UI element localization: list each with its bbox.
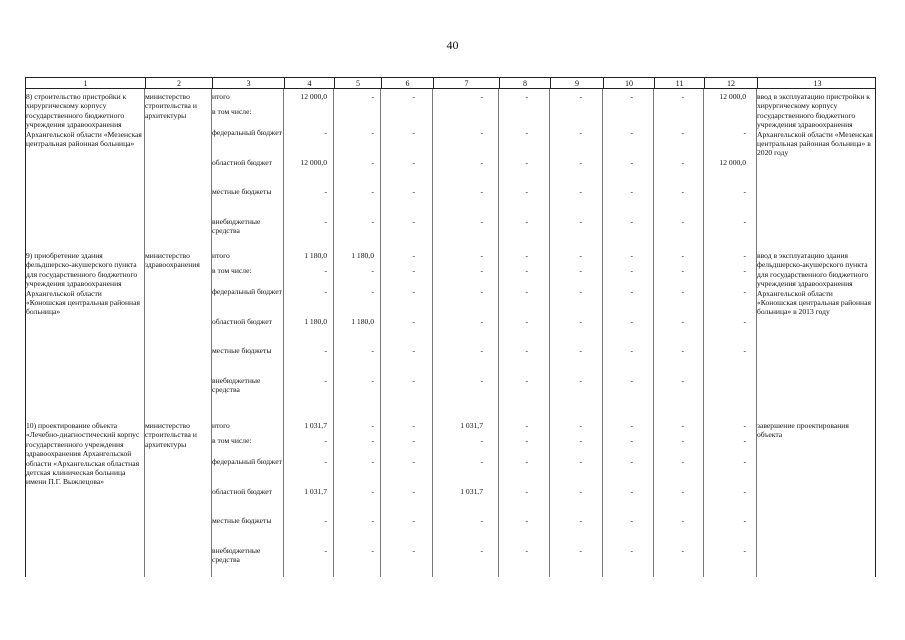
value-cell: - <box>324 187 327 196</box>
page-number: 40 <box>446 38 459 52</box>
value-cell: - <box>743 346 746 355</box>
value-cell: - <box>371 128 374 137</box>
funding-source: в том числе: <box>212 266 252 275</box>
value-cell: - <box>371 92 374 101</box>
funding-source: областной бюджет <box>212 158 272 167</box>
funding-source: федеральный бюджет <box>212 287 282 296</box>
value-cell: - <box>525 376 528 385</box>
header-col-10: 10 <box>603 78 654 89</box>
grid-line <box>498 89 499 577</box>
value-cell: - <box>630 266 633 275</box>
value-cell: 1 031,7 <box>304 421 327 430</box>
value-cell: - <box>412 436 415 445</box>
value-cell: - <box>525 287 528 296</box>
grid-line <box>380 89 381 577</box>
value-cell: - <box>630 376 633 385</box>
header-col-9: 9 <box>550 78 603 89</box>
value-cell: - <box>743 251 746 260</box>
value-cell: - <box>480 436 483 445</box>
header-col-8: 8 <box>499 78 550 89</box>
funding-source: местные бюджеты <box>212 187 272 196</box>
value-cell: 1 031,7 <box>304 487 327 496</box>
value-cell: - <box>525 266 528 275</box>
executor-name: министерство строительства и архитектуры <box>145 421 197 449</box>
value-cell: - <box>630 346 633 355</box>
value-cell: - <box>743 436 746 445</box>
value-cell: - <box>743 317 746 326</box>
value-cell: - <box>681 266 684 275</box>
value-cell: - <box>630 421 633 430</box>
value-cell: - <box>681 187 684 196</box>
value-cell: - <box>480 251 483 260</box>
executor-name: министерство здравоохранения <box>145 251 200 270</box>
value-cell: - <box>371 436 374 445</box>
value-cell: - <box>324 346 327 355</box>
value-cell: - <box>525 217 528 226</box>
value-cell: - <box>630 158 633 167</box>
value-cell: - <box>480 346 483 355</box>
value-cell: - <box>579 546 582 555</box>
funding-source: федеральный бюджет <box>212 457 282 466</box>
value-cell: - <box>579 266 582 275</box>
value-cell: 1 031,7 <box>460 421 483 430</box>
funding-source: федеральный бюджет <box>212 128 282 137</box>
funding-source: внебюджетные средства <box>212 376 261 395</box>
grid-line <box>756 89 757 577</box>
value-cell: - <box>743 546 746 555</box>
value-cell: - <box>412 287 415 296</box>
value-cell: - <box>371 187 374 196</box>
value-cell: - <box>681 421 684 430</box>
value-cell: - <box>371 421 374 430</box>
value-cell: - <box>480 128 483 137</box>
value-cell: - <box>579 421 582 430</box>
funding-source: в том числе: <box>212 436 252 445</box>
value-cell: - <box>480 516 483 525</box>
value-cell: - <box>371 457 374 466</box>
grid-line <box>549 89 550 577</box>
value-cell: - <box>371 266 374 275</box>
value-cell: - <box>743 187 746 196</box>
funding-source: внебюджетные средства <box>212 217 261 236</box>
value-cell: - <box>525 516 528 525</box>
value-cell: - <box>525 487 528 496</box>
value-cell: 1 031,7 <box>460 487 483 496</box>
grid-line <box>703 89 704 577</box>
value-cell: - <box>525 317 528 326</box>
value-cell: - <box>579 217 582 226</box>
value-cell: - <box>630 487 633 496</box>
value-cell: - <box>480 217 483 226</box>
value-cell: - <box>525 421 528 430</box>
value-cell: - <box>480 457 483 466</box>
value-cell: - <box>579 516 582 525</box>
grid-line <box>602 89 603 577</box>
value-cell: - <box>412 158 415 167</box>
funding-source: местные бюджеты <box>212 346 272 355</box>
value-cell: - <box>480 287 483 296</box>
value-cell: - <box>525 346 528 355</box>
funding-source: итого <box>212 251 230 260</box>
value-cell: - <box>480 187 483 196</box>
expected-result: завершение проектирования объекта <box>757 421 849 440</box>
value-cell: - <box>579 346 582 355</box>
value-cell: 12 000,0 <box>300 92 327 101</box>
value-cell: 12 000,0 <box>719 158 746 167</box>
value-cell: - <box>412 266 415 275</box>
value-cell: - <box>371 487 374 496</box>
value-cell: - <box>681 346 684 355</box>
value-cell: - <box>681 376 684 385</box>
value-cell: - <box>743 487 746 496</box>
value-cell: - <box>743 266 746 275</box>
value-cell: - <box>371 158 374 167</box>
funding-source: в том числе: <box>212 107 252 116</box>
value-cell: - <box>630 546 633 555</box>
value-cell: - <box>412 546 415 555</box>
value-cell: - <box>480 546 483 555</box>
value-cell: - <box>630 92 633 101</box>
value-cell: 1 180,0 <box>351 317 374 326</box>
expected-result: ввод в эксплуатацию пристройки к хирургическому корпусу государственного бюджетного учреждения здравоохранения Архангельской области «Мезенская центральная районная больница» в 2020 году <box>757 92 873 158</box>
value-cell: - <box>324 546 327 555</box>
grid-line <box>875 89 876 577</box>
header-col-11: 11 <box>654 78 704 89</box>
value-cell: - <box>579 128 582 137</box>
value-cell: - <box>525 436 528 445</box>
value-cell: - <box>324 376 327 385</box>
object-description: 9) приобретение здания фельдшерско-акушерского пункта для государственного бюджетного учреждения здравоохранения Архангельской области «Коношская центральная районная больница» <box>26 251 140 317</box>
header-col-7: 7 <box>433 78 499 89</box>
value-cell: - <box>324 217 327 226</box>
header-col-4: 4 <box>284 78 334 89</box>
value-cell: - <box>579 287 582 296</box>
value-cell: - <box>412 421 415 430</box>
funding-source: внебюджетные средства <box>212 546 261 565</box>
funding-source: областной бюджет <box>212 317 272 326</box>
value-cell: 1 180,0 <box>351 251 374 260</box>
value-cell: - <box>579 92 582 101</box>
value-cell: - <box>525 158 528 167</box>
value-cell: - <box>412 487 415 496</box>
value-cell: - <box>743 457 746 466</box>
value-cell: - <box>681 128 684 137</box>
funding-source: итого <box>212 421 230 430</box>
value-cell: - <box>371 217 374 226</box>
value-cell: - <box>579 317 582 326</box>
funding-source: итого <box>212 92 230 101</box>
value-cell: - <box>630 436 633 445</box>
value-cell: - <box>525 187 528 196</box>
value-cell: - <box>412 92 415 101</box>
financing-table <box>25 77 876 577</box>
value-cell: 12 000,0 <box>300 158 327 167</box>
value-cell: - <box>525 128 528 137</box>
value-cell: - <box>743 516 746 525</box>
value-cell: - <box>324 266 327 275</box>
value-cell: - <box>681 436 684 445</box>
value-cell: - <box>324 128 327 137</box>
expected-result: ввод в эксплуатацию здания фельдшерско-акушерского пункта для государственного бюджетного учреждения здравоохранения Архангельской области «Коношская центральная районная больница» в 2013 году <box>757 251 871 317</box>
grid-line <box>283 89 284 577</box>
funding-source: местные бюджеты <box>212 516 272 525</box>
value-cell: - <box>412 346 415 355</box>
value-cell: - <box>579 457 582 466</box>
grid-line <box>25 89 26 577</box>
value-cell: - <box>480 376 483 385</box>
value-cell: - <box>630 128 633 137</box>
value-cell: - <box>412 457 415 466</box>
value-cell: - <box>324 516 327 525</box>
value-cell: - <box>681 546 684 555</box>
value-cell: - <box>412 317 415 326</box>
value-cell: - <box>681 516 684 525</box>
grid-line <box>144 89 145 577</box>
value-cell: - <box>371 516 374 525</box>
value-cell: - <box>480 266 483 275</box>
value-cell: - <box>371 376 374 385</box>
value-cell: - <box>743 217 746 226</box>
value-cell: - <box>412 376 415 385</box>
table-header-row <box>25 77 876 89</box>
value-cell: - <box>412 516 415 525</box>
value-cell: - <box>579 187 582 196</box>
value-cell: 1 180,0 <box>304 317 327 326</box>
object-description: 8) строительство пристройки к хирургическому корпусу государственного бюджетного учреждения здравоохранения Архангельской области «Мезенская центральная районная больница» <box>26 92 142 149</box>
value-cell: - <box>681 92 684 101</box>
value-cell: - <box>480 158 483 167</box>
value-cell: - <box>371 546 374 555</box>
value-cell: - <box>630 317 633 326</box>
executor-name: министерство строительства и архитектуры <box>145 92 197 120</box>
header-col-3: 3 <box>212 78 284 89</box>
value-cell: - <box>743 421 746 430</box>
value-cell: - <box>630 217 633 226</box>
value-cell: - <box>579 158 582 167</box>
value-cell: - <box>525 546 528 555</box>
value-cell: - <box>630 457 633 466</box>
value-cell: - <box>324 287 327 296</box>
value-cell: - <box>525 251 528 260</box>
value-cell: 1 180,0 <box>304 251 327 260</box>
header-col-12: 12 <box>704 78 757 89</box>
value-cell: - <box>579 436 582 445</box>
value-cell: 12 000,0 <box>719 92 746 101</box>
value-cell: - <box>412 128 415 137</box>
value-cell: - <box>743 128 746 137</box>
value-cell: - <box>681 287 684 296</box>
header-col-6: 6 <box>381 78 433 89</box>
value-cell: - <box>681 487 684 496</box>
value-cell: - <box>681 317 684 326</box>
value-cell: - <box>324 457 327 466</box>
grid-line <box>333 89 334 577</box>
value-cell: - <box>525 457 528 466</box>
value-cell: - <box>525 92 528 101</box>
value-cell: - <box>412 217 415 226</box>
value-cell: - <box>630 251 633 260</box>
value-cell: - <box>681 457 684 466</box>
header-col-13: 13 <box>757 78 877 89</box>
value-cell: - <box>371 287 374 296</box>
value-cell: - <box>579 251 582 260</box>
value-cell: - <box>480 317 483 326</box>
value-cell: - <box>412 187 415 196</box>
value-cell: - <box>630 287 633 296</box>
header-col-5: 5 <box>334 78 381 89</box>
grid-line <box>653 89 654 577</box>
value-cell: - <box>681 217 684 226</box>
value-cell: - <box>412 251 415 260</box>
value-cell: - <box>630 516 633 525</box>
value-cell: - <box>579 487 582 496</box>
object-description: 10) проектирование объекта «Лечебно-диагностический корпус государственного учреждения здравоохранения Архангельской области «Архангельская областная детская клиническая больница имени П.Г. Выжлецова» <box>26 421 140 487</box>
value-cell: - <box>681 158 684 167</box>
grid-line <box>432 89 433 577</box>
header-col-2: 2 <box>145 78 212 89</box>
funding-source: областной бюджет <box>212 487 272 496</box>
value-cell: - <box>324 436 327 445</box>
value-cell: - <box>743 287 746 296</box>
value-cell: - <box>681 251 684 260</box>
value-cell: - <box>579 376 582 385</box>
value-cell: - <box>630 187 633 196</box>
value-cell: - <box>371 346 374 355</box>
header-col-1: 1 <box>83 79 88 88</box>
value-cell: - <box>480 92 483 101</box>
